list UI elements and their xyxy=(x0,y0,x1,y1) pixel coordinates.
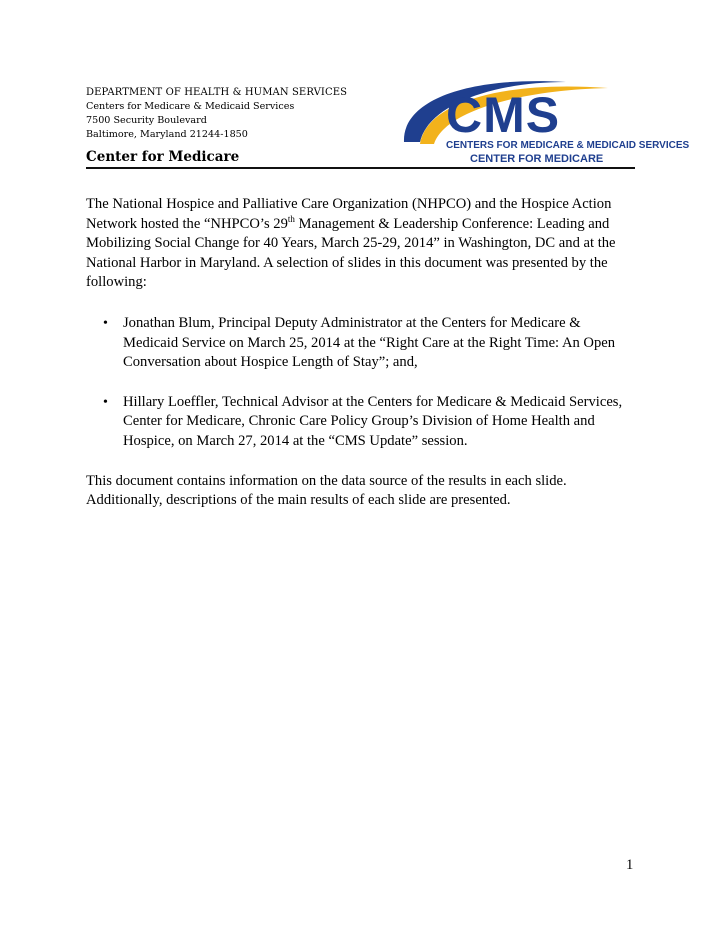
section-title: Center for Medicare xyxy=(86,149,240,165)
intro-text-start: The National Hospice and Palliative Care Organization (NHPCO) and the Hospice Action Network hosted the “NHPCO’s 29 xyxy=(86,196,612,232)
svg-text:CENTER FOR MEDICARE: CENTER FOR MEDICARE xyxy=(470,153,604,165)
document-body xyxy=(86,195,638,511)
ordinal-superscript: th xyxy=(287,213,295,224)
bullet-icon: • xyxy=(103,315,108,331)
closing-paragraph: This document contains information on the data source of the results in each slide. Additionally, descriptions of the main results of each slide are presented. xyxy=(86,472,567,509)
svg-text:CENTERS FOR MEDICARE & MEDICAI: CENTERS FOR MEDICARE & MEDICAID SERVICES xyxy=(446,140,690,151)
presenter-blum: Jonathan Blum, Principal Deputy Administrator at the Centers for Medicare & Medicaid Service on March 25, 2014 at the “Right Care at the Right Time: An Open Conversation about Hospice Length of Stay”; and, xyxy=(123,314,616,371)
agency-address-block xyxy=(86,86,347,142)
city-state-zip: Baltimore, Maryland 21244-1850 xyxy=(86,129,248,140)
cms-logo xyxy=(398,70,690,166)
presenter-loeffler: Hillary Loeffler, Technical Advisor at the Centers for Medicare & Medicaid Services, Center for Medicare, Chronic Care Policy Group’s Division of Home Health and Hospice, on March 27, 2014 at the “CMS Update” session. xyxy=(123,393,623,449)
intro-paragraph xyxy=(86,195,638,293)
svg-text:CMS: CMS xyxy=(446,87,561,143)
street-address: 7500 Security Boulevard xyxy=(86,115,207,126)
department-name: DEPARTMENT OF HEALTH & HUMAN SERVICES xyxy=(86,87,348,98)
intro-text-end: Management & Leadership Conference: Leading and Mobilizing Social Change for 40 Years, March 25-29, 2014” in Washington, DC and at the National Harbor in Maryland. A selection of slides in this document was presented by the following: xyxy=(86,215,616,291)
agency-name: Centers for Medicare & Medicaid Services xyxy=(86,101,295,112)
header-divider xyxy=(86,167,635,169)
presenter-list xyxy=(86,314,638,452)
list-item xyxy=(86,393,638,452)
bullet-icon: • xyxy=(103,394,108,410)
list-item xyxy=(86,314,638,373)
page-number: 1 xyxy=(626,857,634,873)
